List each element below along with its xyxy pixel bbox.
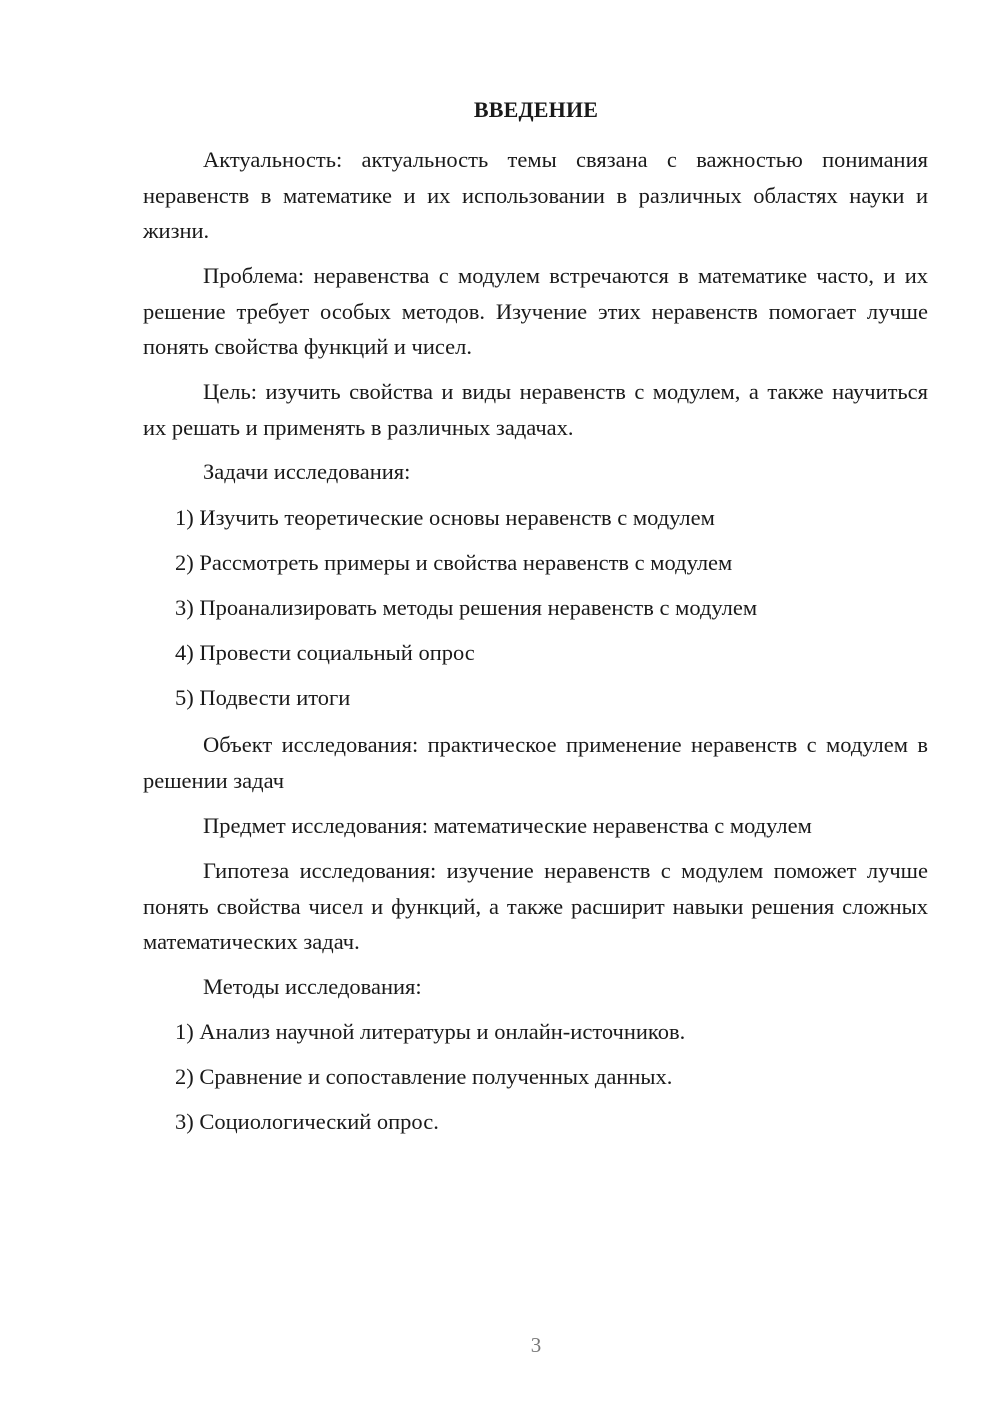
paragraph-relevance: Актуальность: актуальность темы связана с важностью понимания неравенств в математике и их использовании в различных областях науки и жизни. bbox=[143, 147, 928, 243]
paragraph-hypothesis: Гипотеза исследования: изучение неравенств с модулем поможет лучше понять свойства чисел и функций, а также расширит навыки решения сложных математических задач. bbox=[143, 858, 928, 954]
task-item-4: 4) Провести социальный опрос bbox=[175, 640, 475, 665]
methods-heading: Методы исследования: bbox=[203, 974, 422, 999]
method-item-3: 3) Социологический опрос. bbox=[175, 1109, 439, 1134]
paragraph-object: Объект исследования: практическое применение неравенств с модулем в решении задач bbox=[143, 732, 928, 793]
tasks-heading: Задачи исследования: bbox=[203, 459, 411, 484]
task-item-5: 5) Подвести итоги bbox=[175, 685, 351, 710]
task-item-2: 2) Рассмотреть примеры и свойства неравенств с модулем bbox=[175, 550, 733, 575]
paragraph-subject: Предмет исследования: математические неравенства с модулем bbox=[203, 813, 812, 838]
paragraph-goal: Цель: изучить свойства и виды неравенств с модулем, а также научиться их решать и применять в различных задачах. bbox=[143, 379, 928, 440]
section-heading: ВВЕДЕНИЕ bbox=[473, 97, 599, 122]
paragraph-problem: Проблема: неравенства с модулем встречаются в математике часто, и их решение требует особых методов. Изучение этих неравенств помогает лучше понять свойства функций и чисел. bbox=[143, 263, 928, 359]
method-item-2: 2) Сравнение и сопоставление полученных данных. bbox=[175, 1064, 673, 1089]
task-item-1: 1) Изучить теоретические основы неравенств с модулем bbox=[175, 505, 715, 530]
task-item-3: 3) Проанализировать методы решения неравенств с модулем bbox=[175, 595, 758, 620]
page-number: 3 bbox=[530, 1333, 542, 1357]
method-item-1: 1) Анализ научной литературы и онлайн-источников. bbox=[175, 1019, 686, 1044]
